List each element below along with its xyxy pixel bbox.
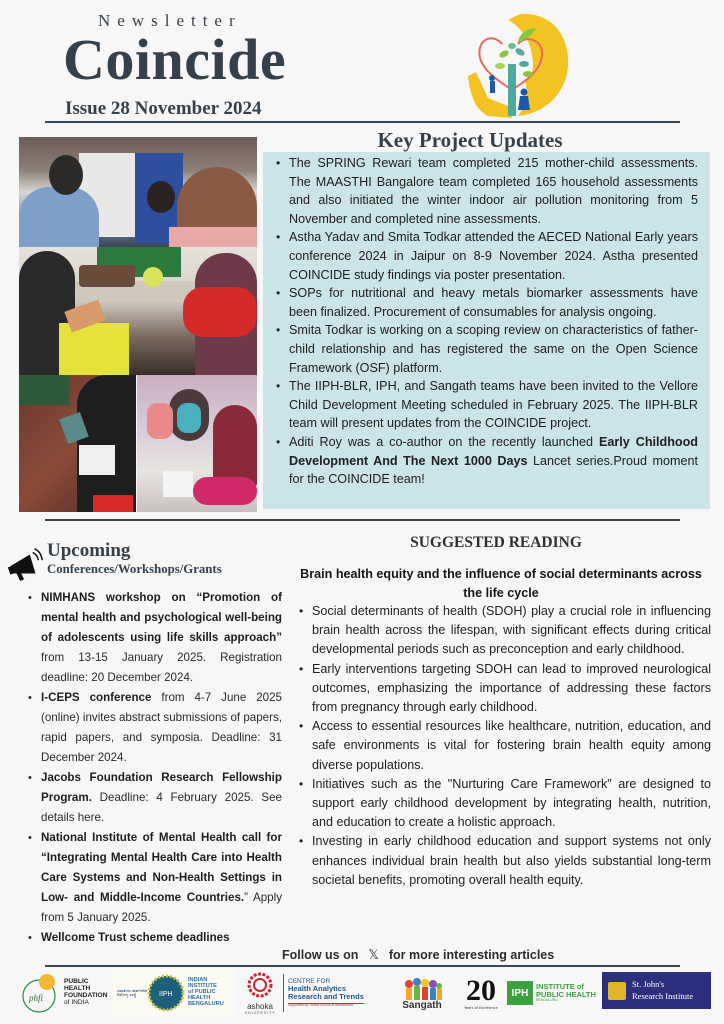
upcoming-item-jacobs[interactable]: • Jacobs Foundation Research Fellowship Program. Deadline: 4 February 2025. See details here. [28, 768, 282, 828]
iph-logo[interactable]: IPH INSTITUTE of PUBLIC HEALTH BENGALURU [507, 969, 603, 1017]
upcoming-item-wellcome[interactable]: • Wellcome Trust scheme deadlines [28, 928, 282, 948]
suggested-reading-title: SUGGESTED READING [410, 534, 582, 551]
reading-point: • Access to essential resources like healthcare, nutrition, education, and safe environments is vital for fostering brain health equity among diverse populations. [298, 717, 711, 775]
key-update-item: • Aditi Roy was a co-author on the recently launched Early Childhood Development And The Next 1000 Days Lancet series.Proud moment for the COINCIDE team! [275, 433, 698, 489]
key-update-item: • Smita Todkar is working on a scoping review on characteristics of father-child relationship and has registered the same on the Open Science Framework (OSF) platform. [275, 321, 698, 377]
iiph-logo[interactable]: ಭಾರತೀಯ ಸಾರ್ವಜನಿಕ ಆರೋಗ್ಯ ಸಂಸ್ಥೆ IIPH INDIAN INSTITUTE of PUBLIC HEALTH BENGALURU [113, 969, 235, 1017]
issue-date: Issue 28 November 2024 [65, 98, 262, 119]
sjri-crest-icon [608, 982, 626, 1000]
photo-collage [19, 137, 257, 512]
footer-divider [45, 965, 680, 967]
key-updates-list [275, 154, 698, 489]
svg-text:IIPH: IIPH [159, 991, 173, 998]
section-divider [45, 519, 680, 521]
coincide-logo-icon [462, 6, 572, 121]
megaphone-icon [7, 545, 45, 583]
svg-text:phfi: phfi [29, 993, 44, 1003]
field-interview-photo [19, 247, 257, 375]
suggested-reading-heading[interactable]: Brain health equity and the influence of social determinants across the life cycle [300, 567, 702, 600]
upcoming-item-iceps[interactable]: • I-CEPS conference from 4-7 June 2025 (online) invites abstract submissions of papers, rapid papers, and symposia. Deadline: 31 December 2024. [28, 688, 282, 768]
ashoka-chart-logo[interactable]: ashoka UNIVERSITY CENTRE FOR Health Analytics Research and Trends Supported by Trivedi School of Biosciences [241, 969, 391, 1017]
reading-point: • Early interventions targeting SDOH can lead to improved neurological outcomes, emphasizing the importance of addressing these factors from pregnancy through early childhood. [298, 660, 711, 718]
suggested-reading-list [298, 602, 711, 890]
reading-point: • Initiatives such as the "Nurturing Care Framework" are designed to support early childhood development by integrating health, nutrition, and education to create a holistic approach. [298, 775, 711, 833]
poster-presentation-photo [19, 137, 257, 247]
key-update-item: • The IIPH-BLR, IPH, and Sangath teams have been invited to the Vellore Child Development Meeting scheduled in February 2025. The IIPH-BLR team will present updates from the COINCIDE project. [275, 377, 698, 433]
key-updates-panel [263, 152, 710, 509]
child-tablet-assessment-photo [19, 375, 136, 512]
key-update-item: • Astha Yadav and Smita Todkar attended the AECED National Early years conference 2024 in Jaipur on 8-9 November 2024. Astha presented COINCIDE study findings via poster presentation. [275, 228, 698, 284]
phfi-logo[interactable]: phfi PUBLIC HEALTH FOUNDATION of INDIA [19, 969, 113, 1017]
upcoming-item-nimhans[interactable]: • NIMHANS workshop on “Promotion of mental health and psychological well-being of adolescents using life skills approach” from 13-15 January 2025. Registration deadline: 20 December 2024. [28, 588, 282, 688]
sjri-logo[interactable]: St. John's Research Institute [602, 972, 711, 1009]
upcoming-list [28, 588, 282, 948]
upcoming-item-nimh[interactable]: • National Institute of Mental Health call for “Integrating Mental Health Care into Health Care Systems and Non-Health Settings in Low- and Middle-Income Countries.” Apply from 5 January 2025. [28, 828, 282, 928]
sangath-people-icon [401, 976, 443, 1000]
phfi-mark-icon [19, 970, 61, 1016]
newsletter-label: Newsletter [98, 11, 242, 30]
reading-point: • Social determinants of health (SDOH) play a crucial role in influencing brain health across the lifespan, with significant effects during critical developmental periods such as preconception and early childhood. [298, 602, 711, 660]
sangath-logo[interactable]: Sangath [391, 969, 453, 1017]
lancet-series-title: Early Childhood Development And The Next 1000 Days [289, 434, 698, 468]
twenty-years-logo[interactable]: 20 Years of Excellence [464, 974, 498, 1010]
newsletter-title: Coincide [63, 27, 287, 92]
home-visit-assessment-photo [137, 375, 257, 512]
key-update-item: • SOPs for nutritional and heavy metals biomarker assessments have been finalized. Procurement of consumables for analysis ongoing. [275, 284, 698, 321]
x-logo-icon[interactable]: 𝕏 [368, 947, 379, 962]
key-update-item: • The SPRING Rewari team completed 215 mother-child assessments. The MAASTHI Bangalore team completed 165 household assessments and also initiated the winter indoor air pollution monitoring from 5 November and completed nine assessments. [275, 154, 698, 228]
upcoming-title: Upcoming [47, 540, 131, 561]
ashoka-mark-icon [247, 972, 273, 998]
reading-point: • Investing in early childhood education and support systems not only enhances individual brain health but also yields substantial long-term societal benefits, promoting overall health equity. [298, 832, 711, 890]
follow-us-line: Follow us on 𝕏 for more interesting articles [282, 947, 555, 962]
partner-logos [19, 969, 711, 1019]
header-divider [45, 121, 680, 123]
iiph-mark-icon [147, 974, 185, 1012]
key-updates-title: Key Project Updates [377, 128, 563, 152]
upcoming-subtitle: Conferences/Workshops/Grants [47, 562, 222, 576]
